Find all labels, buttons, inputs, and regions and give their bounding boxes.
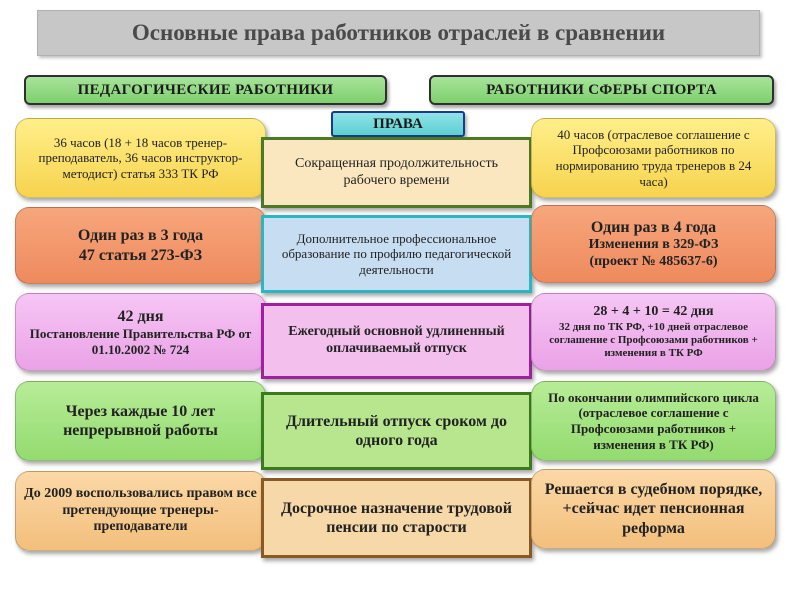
row2-left-line1: Один раз в 3 года bbox=[77, 227, 204, 245]
row3-center-cell: Ежегодный основной удлиненный оплачиваемый отпуск bbox=[261, 303, 532, 379]
header-rights: ПРАВА bbox=[331, 111, 465, 137]
row2-right-line1: Один раз в 4 года bbox=[590, 218, 717, 236]
row2-left-line2: 47 статья 273-ФЗ bbox=[78, 246, 203, 264]
header-sport-workers: РАБОТНИКИ СФЕРЫ СПОРТА bbox=[429, 75, 774, 105]
row2-right-line3: (проект № 485637-6) bbox=[589, 253, 718, 269]
row4-right-cell: По окончании олимпийского цикла (отраслевое соглашение с Профсоюзами работников + изменения в ТК РФ) bbox=[531, 381, 776, 461]
row5-center-cell: Досрочное назначение трудовой пенсии по старости bbox=[261, 478, 532, 558]
row3-right-line1: 28 + 4 + 10 = 42 дня bbox=[593, 303, 714, 319]
row2-left-cell bbox=[15, 207, 266, 284]
row1-right-cell: 40 часов (отраслевое соглашение с Профсоюзами работников по нормированию труда тренеров в 24 часа) bbox=[531, 118, 776, 198]
header-pedagogical-workers: ПЕДАГОГИЧЕСКИЕ РАБОТНИКИ bbox=[24, 75, 387, 105]
row4-center-cell: Длительный отпуск сроком до одного года bbox=[261, 392, 532, 470]
row1-center-cell: Сокращенная продолжительность рабочего времени bbox=[261, 137, 532, 208]
row3-left-line2: Постановление Правительства РФ от 01.10.2002 № 724 bbox=[29, 326, 252, 357]
row2-center-cell: Дополнительное профессиональное образование по профилю педагогической деятельности bbox=[261, 215, 532, 293]
row3-left-line1: 42 дня bbox=[117, 307, 164, 325]
row5-left-cell: До 2009 воспользовались правом все претендующие тренеры-преподаватели bbox=[15, 471, 266, 551]
row1-left-cell: 36 часов (18 + 18 часов тренер-преподаватель, 36 часов инструктор-методист) статья 333 ТК РФ bbox=[15, 118, 266, 198]
row2-right-cell bbox=[531, 205, 776, 283]
row3-right-line2: 32 дня по ТК РФ, +10 дней отраслевое соглашение с Профсоюзами работников + изменения в ТК РФ bbox=[549, 320, 758, 359]
row2-right-line2: Изменения в 329-ФЗ bbox=[588, 236, 719, 252]
row3-left-cell bbox=[15, 293, 266, 371]
row3-right-cell bbox=[531, 293, 776, 371]
slide-title: Основные права работников отраслей в сравнении bbox=[37, 10, 760, 56]
row5-right-cell: Решается в судебном порядке, +сейчас идет пенсионная реформа bbox=[531, 469, 776, 549]
row4-left-cell: Через каждые 10 лет непрерывной работы bbox=[15, 381, 266, 461]
